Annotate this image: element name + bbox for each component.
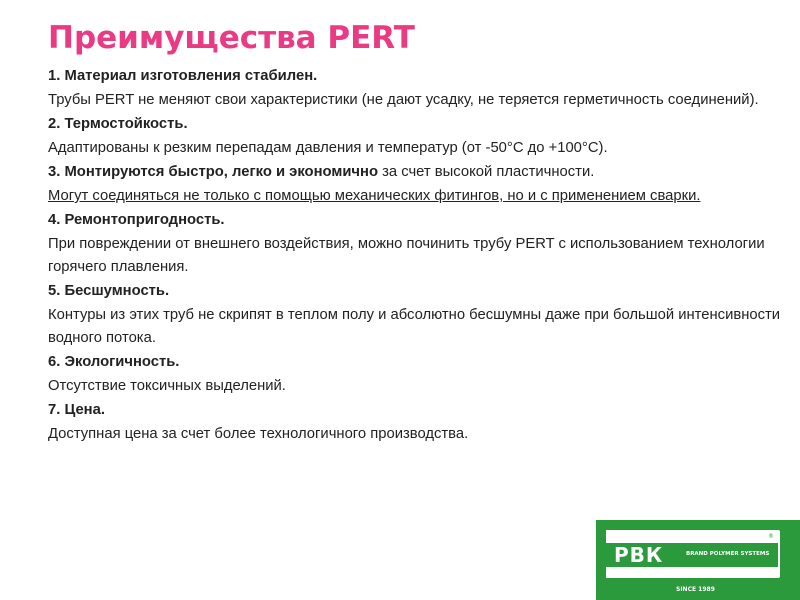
item-6-text: Отсутствие токсичных выделений. bbox=[48, 378, 286, 394]
item-3-line bbox=[48, 161, 788, 184]
slide-title: Преимущества PERT bbox=[48, 20, 415, 56]
item-2-text: Адаптированы к резким перепадам давления и температур (от -50°С до +100°С). bbox=[48, 140, 608, 156]
item-6-heading: 6. Экологичность. bbox=[48, 354, 180, 370]
item-2-heading: 2. Термостойкость. bbox=[48, 116, 188, 132]
item-7-heading: 7. Цена. bbox=[48, 402, 105, 418]
item-5-heading: 5. Бесшумность. bbox=[48, 283, 170, 299]
item-4-text: При повреждении от внешнего воздействия, можно починить трубу PERT с использованием технологии горячего плавления. bbox=[48, 236, 765, 275]
item-1-heading: 1. Материал изготовления стабилен. bbox=[48, 68, 318, 84]
logo-ribbon bbox=[606, 543, 778, 567]
advantages-list bbox=[48, 65, 788, 447]
logo-tagline: BRAND POLYMER SYSTEMS bbox=[686, 551, 770, 557]
item-1-text: Трубы PERT не меняют свои характеристики (не дают усадку, не теряется герметичность соединений). bbox=[48, 92, 759, 108]
rbk-logo bbox=[596, 520, 800, 600]
item-7-text: Доступная цена за счет более технологичного производства. bbox=[48, 426, 469, 442]
logo-panel bbox=[606, 530, 780, 578]
item-3-heading: 3. Монтируются быстро, легко и экономично bbox=[48, 164, 378, 180]
item-3-text: за счет высокой пластичности. bbox=[378, 164, 595, 180]
item-3-note: Могут соединяться не только с помощью механических фитингов, но и с применением сварки. bbox=[48, 188, 701, 204]
registered-mark: ® bbox=[768, 533, 774, 540]
logo-since: SINCE 1989 bbox=[676, 586, 715, 593]
item-4-heading: 4. Ремонтопригодность. bbox=[48, 212, 225, 228]
item-5-text: Контуры из этих труб не скрипят в теплом полу и абсолютно бесшумны даже при большой интенсивности водного потока. bbox=[48, 307, 781, 346]
logo-brand-name: РВК bbox=[614, 543, 664, 567]
